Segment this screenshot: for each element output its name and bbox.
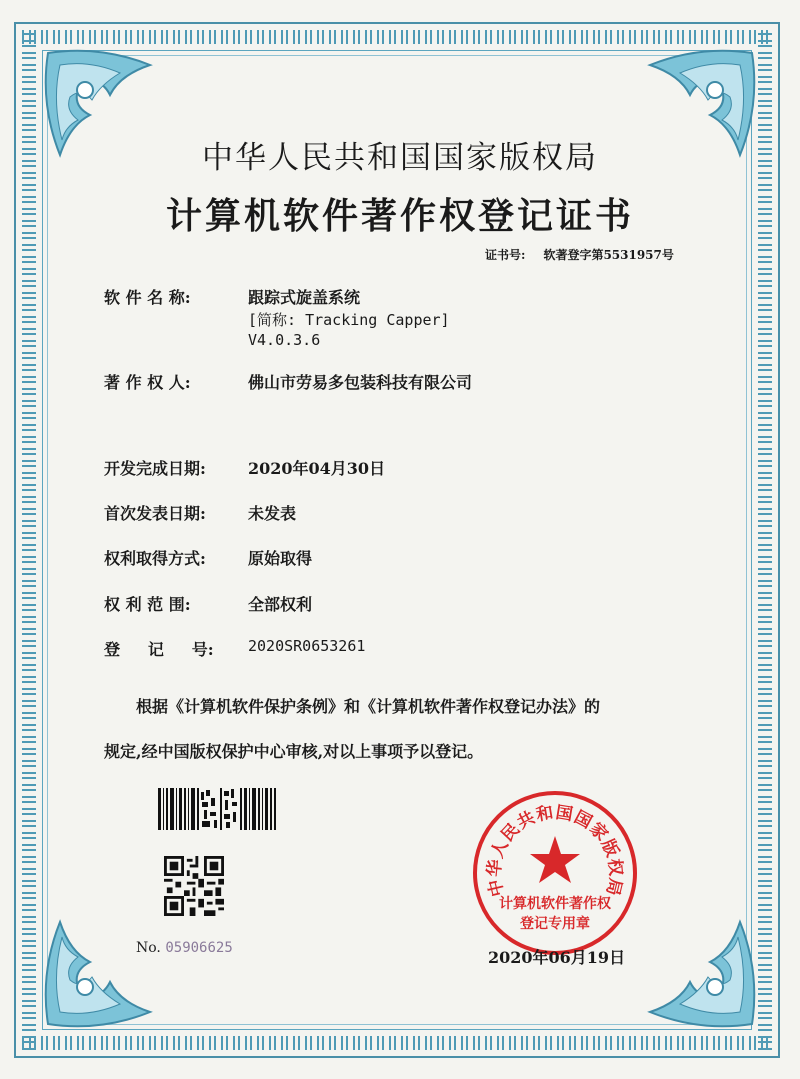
statement-line-2: 规定,经中国版权保护中心审核,对以上事项予以登记。 bbox=[104, 742, 484, 761]
acquire-method-value: 原始取得 bbox=[248, 549, 313, 568]
software-version: V4.0.3.6 bbox=[248, 331, 321, 349]
registration-number-label: 登 记 号: bbox=[104, 640, 214, 659]
serial-value: 05906625 bbox=[165, 940, 233, 956]
certificate-number-label: 证书号: bbox=[485, 248, 526, 262]
certificate-number bbox=[485, 246, 674, 263]
dev-date-value: 2020年04月30日 bbox=[248, 459, 386, 478]
owner-label: 著 作 权 人: bbox=[104, 373, 191, 392]
serial-number bbox=[136, 940, 233, 956]
owner-value: 佛山市劳易多包装科技有限公司 bbox=[248, 373, 473, 392]
dev-date-label: 开发完成日期: bbox=[104, 459, 206, 478]
seal-inner-line-1: 计算机软件著作权 bbox=[499, 897, 611, 912]
serial-prefix: No. bbox=[136, 940, 161, 956]
rights-scope-label: 权 利 范 围: bbox=[104, 595, 191, 614]
registration-number-value: 2020SR0653261 bbox=[248, 637, 366, 655]
corner-ornament-icon bbox=[640, 912, 760, 1032]
seal-inner-line-2: 登记专用章 bbox=[520, 917, 590, 932]
issue-date: 2020年06月19日 bbox=[488, 948, 626, 967]
rights-scope-value: 全部权利 bbox=[248, 595, 313, 614]
seal-ring-text: 中华人民共和国国家版权局 bbox=[484, 802, 626, 899]
software-name-label: 软 件 名 称: bbox=[104, 288, 191, 307]
software-short-name: [简称: Tracking Capper] bbox=[248, 311, 450, 329]
qr-code-icon bbox=[164, 856, 224, 916]
official-seal-icon bbox=[472, 790, 638, 956]
software-name-value: 跟踪式旋盖系统 bbox=[248, 288, 361, 307]
corner-ornament-icon bbox=[40, 912, 160, 1032]
certificate-number-value: 软著登字第5531957号 bbox=[543, 248, 674, 262]
issuing-authority: 中华人民共和国国家版权局 bbox=[202, 140, 598, 176]
pub-date-value: 未发表 bbox=[248, 504, 297, 523]
acquire-method-label: 权利取得方式: bbox=[104, 549, 206, 568]
pub-date-label: 首次发表日期: bbox=[104, 504, 206, 523]
barcode-icon bbox=[158, 788, 276, 830]
statement-line-1: 根据《计算机软件保护条例》和《计算机软件著作权登记办法》的 bbox=[136, 697, 601, 716]
certificate-title: 计算机软件著作权登记证书 bbox=[165, 195, 634, 237]
